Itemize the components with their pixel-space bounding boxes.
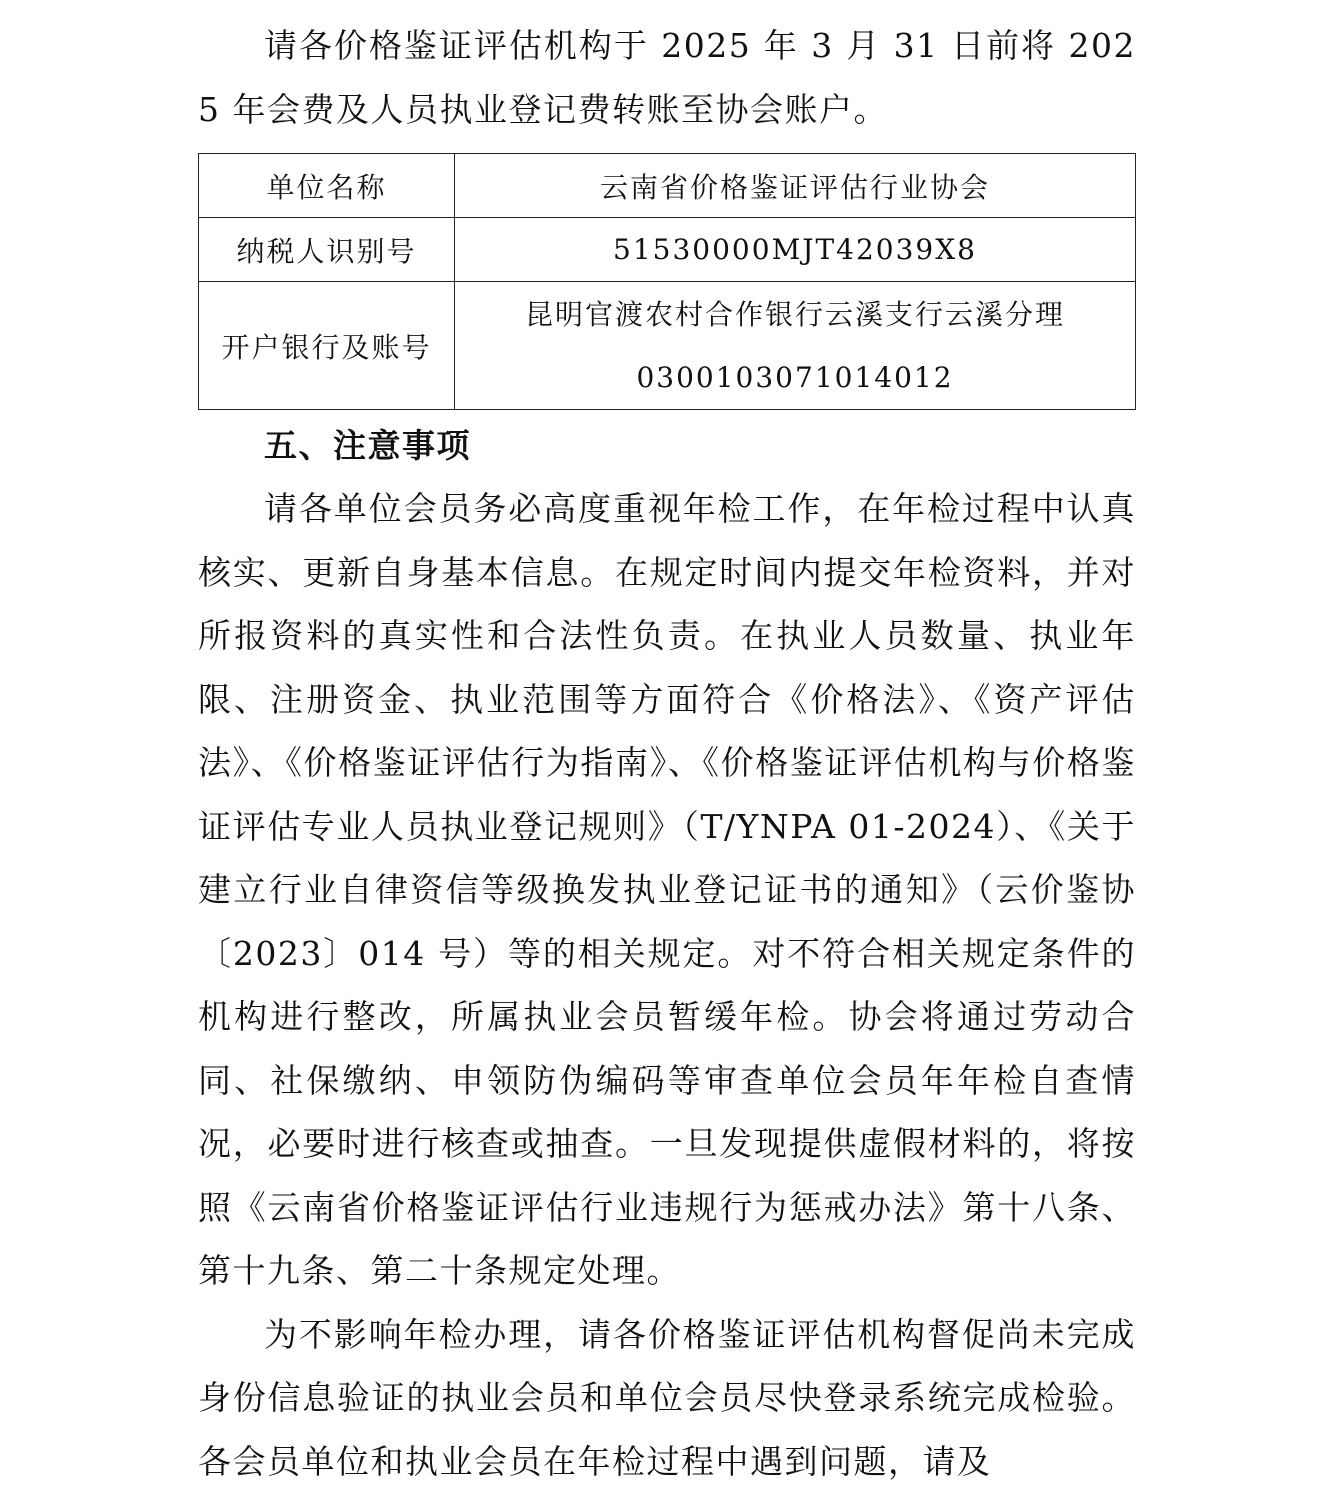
account-info-table xyxy=(198,153,1136,410)
unit-name-label: 单位名称 xyxy=(199,154,455,218)
intro-paragraph: 请各价格鉴证评估机构于 2025 年 3 月 31 日前将 2025 年会费及人员执业登记费转账至协会账户。 xyxy=(198,26,1136,129)
notice-paragraph-1: 请各单位会员务必高度重视年检工作，在年检过程中认真核实、更新自身基本信息。在规定时间内提交年检资料，并对所报资料的真实性和合法性负责。在执业人员数量、执业年限、注册资金、执业范围等方面符合《价格法》、《资产评估法》、《价格鉴证评估行为指南》、《价格鉴证评估机构与价格鉴证评估专业人员执业登记规则》（T/YNPA 01-2024）、《关于建立行业自律资信等级换发执业登记证书的通知》（云价鉴协〔2023〕014 号）等的相关规定。对不符合相关规定条件的机构进行整改，所属执业会员暂缓年检。协会将通过劳动合同、社保缴纳、申领防伪编码等审查单位会员年年检自查情况，必要时进行核查或抽查。一旦发现提供虚假材料的，将按照《云南省价格鉴证评估行业违规行为惩戒办法》第十八条、第十九条、第二十条规定处理。 xyxy=(198,489,1136,1290)
taxpayer-id-label: 纳税人识别号 xyxy=(199,218,455,282)
section-heading: 五、注意事项 xyxy=(264,426,471,465)
table-row xyxy=(199,218,1136,282)
bank-account-label: 开户银行及账号 xyxy=(199,282,455,410)
notice-paragraph-2: 为不影响年检办理，请各价格鉴证评估机构督促尚未完成身份信息验证的执业会员和单位会员尽快登录系统完成检验。各会员单位和执业会员在年检过程中遇到问题，请及 xyxy=(198,1314,1136,1481)
bank-account-value-cell xyxy=(455,282,1136,410)
table-row xyxy=(199,154,1136,218)
table-row xyxy=(199,282,1136,410)
bank-account-number: 0300103071014012 xyxy=(636,360,954,394)
bank-name: 昆明官渡农村合作银行云溪支行云溪分理 xyxy=(524,297,1065,331)
document-page xyxy=(198,14,1136,1493)
taxpayer-id-value: 51530000MJT42039X8 xyxy=(455,218,1136,282)
unit-name-value: 云南省价格鉴证评估行业协会 xyxy=(455,154,1136,218)
